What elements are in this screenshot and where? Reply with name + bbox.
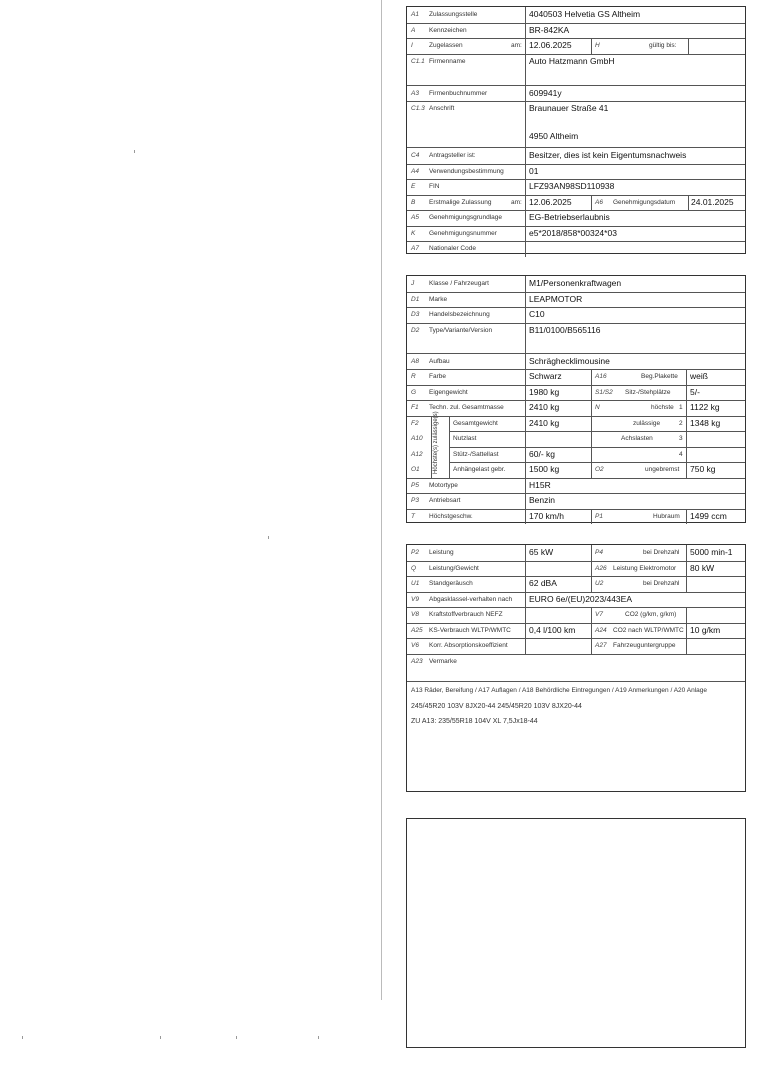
field-code: J <box>411 280 415 287</box>
row-u1 <box>407 576 745 593</box>
field-code: U1 <box>411 580 420 587</box>
field-code: P5 <box>411 481 419 489</box>
field-value: H15R <box>529 479 551 490</box>
field-code: D3 <box>411 311 420 318</box>
field-label: Techn. zul. Gesamtmasse <box>429 404 504 411</box>
field-code: A <box>411 26 416 34</box>
row-f2 <box>449 416 745 433</box>
field-value: B11/0100/B565116 <box>529 324 601 335</box>
field-value: 4040503 Helvetia GS Altheim <box>529 9 641 19</box>
field-code: P4 <box>595 549 603 556</box>
field-label: bei Drehzahl <box>643 549 680 556</box>
field-label: Anschrift <box>429 105 455 112</box>
remarks-line: 245/45R20 103V 8JX20-44 245/45R20 103V 8JX20-44 <box>411 703 582 710</box>
field-code: T <box>411 512 415 520</box>
row-a10 <box>449 431 745 448</box>
field-label: CO2 nach WLTP/WMTC <box>613 626 684 634</box>
field-code: P2 <box>411 549 419 556</box>
field-label: Zugelassen <box>429 42 463 49</box>
field-label: höchste <box>651 404 674 411</box>
field-label: Standgeräusch <box>429 580 473 587</box>
field-label: ungebremst <box>645 466 680 473</box>
row-j <box>407 276 745 293</box>
axle-number: 4 <box>679 450 683 458</box>
field-value: 10 g/km <box>690 624 721 635</box>
field-label: Farbe <box>429 373 446 380</box>
field-value: 1348 kg <box>690 417 721 428</box>
field-label: Genehmigungsnummer <box>429 229 497 237</box>
field-label: Leistung/Gewicht <box>429 564 479 572</box>
field-label: Sitz-/Stehplätze <box>625 388 671 396</box>
field-value: 1500 kg <box>529 464 560 474</box>
field-code: A16 <box>595 373 607 380</box>
field-label: Achslasten <box>621 435 653 442</box>
field-label: zulässige <box>633 419 661 427</box>
field-value: Auto Hatzmann GmbH <box>529 55 615 66</box>
field-value: M1/Personenkraftwagen <box>529 278 622 288</box>
scan-speck <box>318 1036 319 1039</box>
engine-data-block <box>406 544 746 792</box>
field-label: FIN <box>429 183 440 190</box>
field-label: Firmenname <box>429 57 466 65</box>
field-code: G <box>411 388 417 396</box>
row-c11 <box>407 54 745 86</box>
field-label: CO2 (g/km, g/km) <box>625 611 677 618</box>
field-label: am: <box>511 42 522 49</box>
field-value: LEAPMOTOR <box>529 293 583 304</box>
field-label: Genehmigungsdatum <box>613 198 676 206</box>
field-code: P1 <box>595 512 603 520</box>
field-value: C10 <box>529 309 545 319</box>
field-value: Schwarz <box>529 371 562 381</box>
field-value: 170 km/h <box>529 510 564 521</box>
row-d2 <box>407 323 745 354</box>
field-code: H <box>595 42 600 49</box>
field-code: C4 <box>411 152 420 159</box>
field-code: F2 <box>411 419 419 427</box>
field-label: Vermarke <box>429 657 457 665</box>
field-label: Anhängelast gebr. <box>453 466 506 473</box>
field-code: B <box>411 198 416 206</box>
field-code: A27 <box>595 642 607 649</box>
row-p2 <box>407 545 745 562</box>
field-value: 5000 min-1 <box>690 547 733 557</box>
row-a7 <box>407 241 745 257</box>
row-t <box>407 509 745 525</box>
field-code: I <box>411 42 413 49</box>
field-label: Erstmalige Zulassung <box>429 198 492 206</box>
row-a3 <box>407 86 745 103</box>
field-label: Motortype <box>429 481 458 489</box>
row-c13 <box>407 101 745 148</box>
field-value: e5*2018/858*00324*03 <box>529 227 617 238</box>
field-value: Besitzer, dies ist kein Eigentumsnachweis <box>529 150 687 160</box>
field-code: A8 <box>411 357 419 365</box>
remarks-header: A13 Räder, Bereifung / A17 Auflagen / A18 Behördliche Eintregungen / A19 Anmerkungen / A20 Anlage <box>411 687 707 694</box>
field-value: 62 dBA <box>529 578 557 588</box>
scan-speck <box>134 150 135 153</box>
field-value: 60/- kg <box>529 448 555 459</box>
field-code: N <box>595 404 600 411</box>
field-value: 24.01.2025 <box>691 196 734 207</box>
field-value: 2410 kg <box>529 417 560 428</box>
field-value: 1980 kg <box>529 386 560 397</box>
field-label: Zulassungsstelle <box>429 11 478 18</box>
row-o1 <box>407 462 745 479</box>
field-code: A7 <box>411 245 419 252</box>
field-code: A26 <box>595 564 607 572</box>
field-code: F1 <box>411 404 419 411</box>
field-label: Stütz-/Sattellast <box>453 450 499 458</box>
fold-line <box>381 0 382 1000</box>
field-code: V7 <box>595 611 603 618</box>
scan-speck <box>268 536 269 539</box>
row-v9 <box>407 592 745 609</box>
scan-speck <box>236 1036 237 1039</box>
registration-block <box>406 6 746 254</box>
axle-number: 2 <box>679 419 683 427</box>
field-value: 1499 ccm <box>690 510 727 521</box>
field-code: A6 <box>595 198 603 206</box>
field-label: Handelsbezeichnung <box>429 311 490 318</box>
field-code: D2 <box>411 326 420 334</box>
row-k <box>407 226 745 243</box>
field-code: R <box>411 373 416 380</box>
field-code: O2 <box>595 466 604 473</box>
row-p5 <box>407 478 745 495</box>
field-code: V9 <box>411 595 419 603</box>
vehicle-data-block <box>406 275 746 523</box>
field-value: 609941y <box>529 87 562 98</box>
field-label: Beg.Plakette <box>641 373 678 380</box>
scan-speck <box>22 1036 23 1039</box>
field-value: weiß <box>690 371 708 381</box>
field-label: Hubraum <box>653 512 680 520</box>
field-label: Nutzlast <box>453 435 477 442</box>
row-b <box>407 195 745 212</box>
field-label: Aufbau <box>429 357 450 365</box>
field-label: Leistung Elektromotor <box>613 564 677 572</box>
field-label: Verwendungsbestimmung <box>429 167 504 175</box>
row-r <box>407 369 745 386</box>
field-value: Benzin <box>529 495 555 505</box>
field-label: Abgasklassel-verhalten nach <box>429 595 513 603</box>
field-value: 4950 Altheim <box>529 131 579 141</box>
field-label: Firmenbuchnummer <box>429 89 488 97</box>
field-code: U2 <box>595 580 604 587</box>
field-value: EURO 6e/(EU)2023/443EA <box>529 593 632 604</box>
field-label: Kraftstoffverbrauch NEFZ <box>429 611 503 618</box>
field-value: 0,4 l/100 km <box>529 624 576 635</box>
row-a25 <box>407 623 745 640</box>
field-label: Eigengewicht <box>429 388 468 396</box>
row-f1 <box>407 400 745 417</box>
field-code: O1 <box>411 466 420 473</box>
field-label: Klasse / Fahrzeugart <box>429 280 489 287</box>
field-code: C1.1 <box>411 57 425 65</box>
field-label: Korr. Absorptionskoeffizient <box>429 642 508 649</box>
field-code: P3 <box>411 497 419 504</box>
field-value: EG-Betriebserlaubnis <box>529 212 610 222</box>
field-code: A12 <box>411 450 423 458</box>
field-code: V6 <box>411 642 419 649</box>
row-a4 <box>407 164 745 181</box>
field-label: Antragsteller ist: <box>429 152 476 159</box>
field-label: am: <box>511 198 522 206</box>
axle-number: 3 <box>679 435 683 442</box>
field-code: A24 <box>595 626 607 634</box>
field-code: A25 <box>411 626 423 634</box>
field-label: Genehmigungsgrundlage <box>429 214 502 221</box>
field-code: K <box>411 229 416 237</box>
field-label: Leistung <box>429 549 454 556</box>
field-code: Q <box>411 564 417 572</box>
field-label: Antriebsart <box>429 497 461 504</box>
field-label: bei Drehzahl <box>643 580 680 587</box>
field-value: Braunauer Straße 41 <box>529 103 609 113</box>
row-a8 <box>407 354 745 371</box>
scan-speck <box>160 1036 161 1039</box>
row-a1 <box>407 7 745 24</box>
axle-number: 1 <box>679 404 683 411</box>
row-g <box>407 385 745 402</box>
field-value: 5/- <box>690 386 700 397</box>
field-value: 65 kW <box>529 547 554 557</box>
row-d3 <box>407 307 745 324</box>
field-label: Kennzeichen <box>429 26 467 34</box>
row-p3 <box>407 493 745 510</box>
row-a5 <box>407 210 745 227</box>
field-value: 80 kW <box>690 562 715 573</box>
remarks-line: ZU A13: 235/55R18 104V XL 7,5Jx18-44 <box>411 718 538 725</box>
field-label: gültig bis: <box>649 42 677 49</box>
vertical-label: Höchste(s) zulässige(s) <box>433 411 439 474</box>
field-label: Nationaler Code <box>429 245 476 252</box>
field-label: Gesamtgewicht <box>453 419 498 427</box>
field-label: Type/Variante/Version <box>429 326 493 334</box>
field-code: A4 <box>411 167 419 175</box>
field-code: V8 <box>411 611 419 618</box>
row-c4 <box>407 148 745 165</box>
field-value: 12.06.2025 <box>529 40 572 50</box>
field-code: A1 <box>411 11 419 18</box>
row-a23 <box>407 654 745 682</box>
row-a12 <box>449 447 745 464</box>
row-v8 <box>407 607 745 624</box>
row-d1 <box>407 292 745 309</box>
empty-block <box>406 818 746 1048</box>
row-v6 <box>407 638 745 655</box>
field-value: Schräghecklimousine <box>529 355 610 366</box>
field-code: D1 <box>411 295 420 303</box>
row-i <box>407 38 745 55</box>
field-label: Fahrzeuguntergruppe <box>613 642 676 649</box>
field-value: 12.06.2025 <box>529 196 572 207</box>
field-code: C1.3 <box>411 105 425 112</box>
field-code: E <box>411 183 416 190</box>
field-value: BR-842KA <box>529 24 570 35</box>
field-value: 2410 kg <box>529 402 560 412</box>
row-q <box>407 561 745 578</box>
row-e <box>407 179 745 196</box>
field-value: 750 kg <box>690 464 716 474</box>
field-value: 1122 kg <box>690 402 720 412</box>
field-label: KS-Verbrauch WLTP/WMTC <box>429 626 511 634</box>
field-label: Höchstgeschw. <box>429 512 473 520</box>
field-code: A5 <box>411 214 419 221</box>
field-code: A3 <box>411 89 419 97</box>
row-a <box>407 23 745 40</box>
field-value: LFZ93AN98SD110938 <box>529 181 615 191</box>
field-value: 01 <box>529 165 539 176</box>
field-label: Marke <box>429 295 448 303</box>
field-code: A10 <box>411 435 423 442</box>
field-code: S1/S2 <box>595 388 613 396</box>
field-code: A23 <box>411 657 423 665</box>
